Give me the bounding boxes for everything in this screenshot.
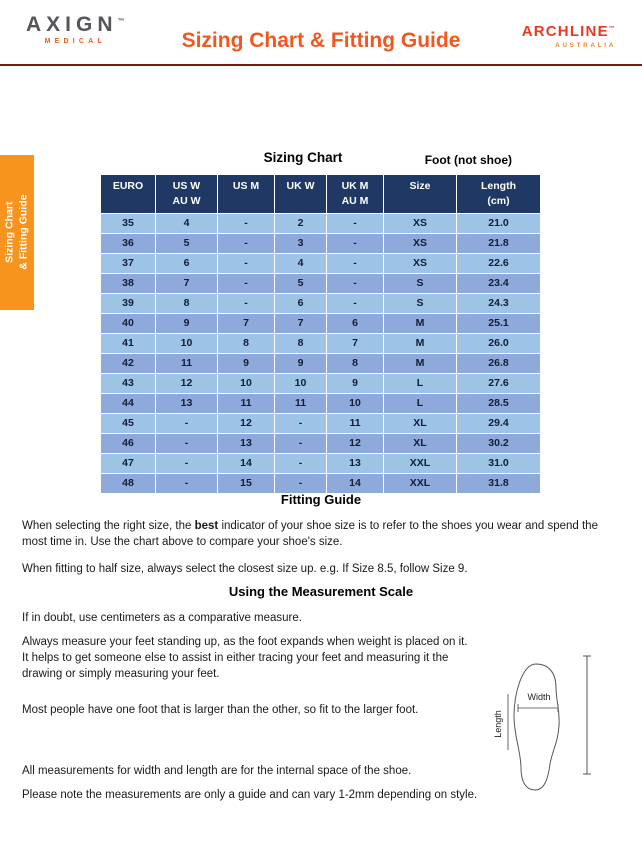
side-tab-label [3, 195, 31, 270]
table-cell: - [218, 234, 275, 254]
table-cell: 42 [101, 354, 156, 374]
table-cell: 5 [156, 234, 218, 254]
archline-brand-text [522, 24, 616, 41]
column-header: EURO [101, 175, 156, 214]
paragraph-text: indicator of your shoe size is to refer to the shoes you wear and spend the most time in. Use the chart above to compare your shoe's size. [22, 520, 598, 549]
sizing-table-body [101, 214, 541, 494]
table-row [101, 394, 541, 414]
table-cell: 3 [275, 234, 327, 254]
table-cell: - [275, 454, 327, 474]
table-cell: - [156, 454, 218, 474]
axign-wordmark: AXIGN [26, 13, 118, 36]
foot-measurement-diagram [490, 648, 595, 796]
table-cell: 36 [101, 234, 156, 254]
table-cell: - [218, 294, 275, 314]
table-cell: 11 [275, 394, 327, 414]
archline-trademark-symbol: ™ [608, 26, 616, 32]
fitting-guide-paragraph-1 [22, 518, 624, 550]
table-cell: 38 [101, 274, 156, 294]
width-label: Width [527, 692, 551, 702]
column-header: US W AU W [156, 175, 218, 214]
side-tab-sizing-chart [0, 155, 34, 310]
table-cell: 9 [156, 314, 218, 334]
table-cell: - [327, 234, 384, 254]
table-cell: - [327, 254, 384, 274]
table-cell: 6 [156, 254, 218, 274]
table-cell: 43 [101, 374, 156, 394]
table-cell: 12 [327, 434, 384, 454]
table-row [101, 474, 541, 494]
table-cell: - [218, 274, 275, 294]
measurement-scale-title: Using the Measurement Scale [228, 584, 414, 599]
sizing-table [100, 174, 541, 494]
table-cell: XXL [384, 454, 457, 474]
table-cell: XS [384, 234, 457, 254]
table-cell: - [275, 474, 327, 494]
table-cell: 8 [156, 294, 218, 314]
table-cell: 28.5 [457, 394, 541, 414]
table-row [101, 434, 541, 454]
table-row [101, 214, 541, 234]
table-cell: 5 [275, 274, 327, 294]
archline-wordmark: ARCHLINE [521, 23, 609, 40]
table-cell: 13 [218, 434, 275, 454]
table-cell: 47 [101, 454, 156, 474]
table-cell: 23.4 [457, 274, 541, 294]
measurement-paragraph-3: Most people have one foot that is larger than the other, so fit to the larger foot. [22, 704, 419, 716]
measurement-paragraph-5: Please note the measurements are only a guide and can vary 1-2mm depending on style. [22, 789, 478, 801]
table-cell: 2 [275, 214, 327, 234]
table-cell: XS [384, 214, 457, 234]
table-cell: 37 [101, 254, 156, 274]
table-cell: 39 [101, 294, 156, 314]
table-cell: 7 [156, 274, 218, 294]
table-cell: 10 [275, 374, 327, 394]
fitting-guide-title: Fitting Guide [280, 492, 362, 507]
measurement-paragraph-2: Always measure your feet standing up, as the foot expands when weight is placed on it. It helps to get someone else to assist in either tracing your feet and measuring it the drawing or simply measuring your feet. [22, 636, 468, 681]
page-title: Sizing Chart & Fitting Guide [181, 29, 461, 52]
table-row [101, 334, 541, 354]
table-row [101, 374, 541, 394]
header-divider [0, 64, 642, 66]
foot-not-shoe-note: Foot (not shoe) [424, 153, 512, 167]
table-cell: 30.2 [457, 434, 541, 454]
table-cell: 12 [218, 414, 275, 434]
table-cell: 11 [327, 414, 384, 434]
table-row [101, 294, 541, 314]
axign-trademark-symbol: ™ [117, 18, 125, 25]
table-row [101, 414, 541, 434]
table-row [101, 274, 541, 294]
column-header: Size [384, 175, 457, 214]
table-row [101, 454, 541, 474]
measurement-paragraph-1: If in doubt, use centimeters as a comparative measure. [22, 612, 302, 624]
table-cell: 8 [275, 334, 327, 354]
table-cell: - [327, 214, 384, 234]
table-cell: 21.8 [457, 234, 541, 254]
table-cell: M [384, 354, 457, 374]
table-cell: 41 [101, 334, 156, 354]
column-header: Length (cm) [457, 175, 541, 214]
table-cell: - [275, 414, 327, 434]
table-cell: 44 [101, 394, 156, 414]
table-cell: XXL [384, 474, 457, 494]
table-cell: 14 [218, 454, 275, 474]
table-cell: S [384, 274, 457, 294]
measurement-paragraph-4: All measurements for width and length are for the internal space of the shoe. [22, 765, 412, 777]
table-cell: 15 [218, 474, 275, 494]
table-cell: 8 [327, 354, 384, 374]
column-header: UK M AU M [327, 175, 384, 214]
table-cell: 6 [275, 294, 327, 314]
table-cell: 24.3 [457, 294, 541, 314]
table-cell: 10 [218, 374, 275, 394]
side-tab-line2: & Fitting Guide [18, 194, 30, 271]
table-cell: - [156, 434, 218, 454]
table-cell: 4 [156, 214, 218, 234]
archline-australia-text: AUSTRALIA [555, 41, 616, 49]
table-cell: - [327, 274, 384, 294]
table-cell: L [384, 394, 457, 414]
table-cell: 8 [218, 334, 275, 354]
table-row [101, 234, 541, 254]
table-cell: 10 [327, 394, 384, 414]
table-cell: 48 [101, 474, 156, 494]
archline-logo [522, 24, 616, 49]
table-cell: 46 [101, 434, 156, 454]
table-cell: 26.8 [457, 354, 541, 374]
table-row [101, 314, 541, 334]
table-cell: 26.0 [457, 334, 541, 354]
table-cell: 10 [156, 334, 218, 354]
table-cell: 21.0 [457, 214, 541, 234]
axign-medical-logo [26, 13, 125, 45]
table-cell: - [156, 414, 218, 434]
sizing-table-head-row [101, 175, 541, 214]
column-header: US M [218, 175, 275, 214]
table-cell: 40 [101, 314, 156, 334]
table-cell: 45 [101, 414, 156, 434]
table-cell: XL [384, 414, 457, 434]
side-tab-line1: Sizing Chart [3, 201, 16, 264]
table-cell: 11 [156, 354, 218, 374]
table-cell: M [384, 334, 457, 354]
table-row [101, 354, 541, 374]
table-cell: 7 [327, 334, 384, 354]
column-header: UK W [275, 175, 327, 214]
table-cell: 12 [156, 374, 218, 394]
paragraph-bold-text: best [194, 520, 219, 532]
table-cell: - [327, 294, 384, 314]
table-cell: 35 [101, 214, 156, 234]
table-cell: 9 [275, 354, 327, 374]
table-cell: 22.6 [457, 254, 541, 274]
fitting-guide-paragraph-2: When fitting to half size, always select the closest size up. e.g. If Size 8.5, follow Size 9. [22, 563, 468, 575]
table-cell: XL [384, 434, 457, 454]
paragraph-text: When selecting the right size, the [22, 520, 195, 532]
axign-brand-text [26, 13, 125, 36]
length-label: Length [493, 710, 503, 738]
foot-outline-icon [490, 648, 595, 796]
table-cell: 31.8 [457, 474, 541, 494]
table-cell: XS [384, 254, 457, 274]
table-cell: - [275, 434, 327, 454]
table-cell: 9 [218, 354, 275, 374]
header [0, 0, 642, 64]
table-cell: 14 [327, 474, 384, 494]
table-cell: 6 [327, 314, 384, 334]
sizing-chart-title: Sizing Chart [263, 150, 343, 165]
table-cell: 31.0 [457, 454, 541, 474]
table-cell: 4 [275, 254, 327, 274]
table-row [101, 254, 541, 274]
table-cell: 7 [218, 314, 275, 334]
table-cell: 11 [218, 394, 275, 414]
table-cell: - [156, 474, 218, 494]
table-cell: 9 [327, 374, 384, 394]
table-cell: 13 [327, 454, 384, 474]
table-cell: L [384, 374, 457, 394]
table-cell: M [384, 314, 457, 334]
table-cell: S [384, 294, 457, 314]
table-cell: 13 [156, 394, 218, 414]
table-cell: 29.4 [457, 414, 541, 434]
table-cell: - [218, 214, 275, 234]
axign-medical-text: MEDICAL [44, 38, 106, 46]
table-cell: 27.6 [457, 374, 541, 394]
table-cell: 7 [275, 314, 327, 334]
table-cell: - [218, 254, 275, 274]
table-cell: 25.1 [457, 314, 541, 334]
